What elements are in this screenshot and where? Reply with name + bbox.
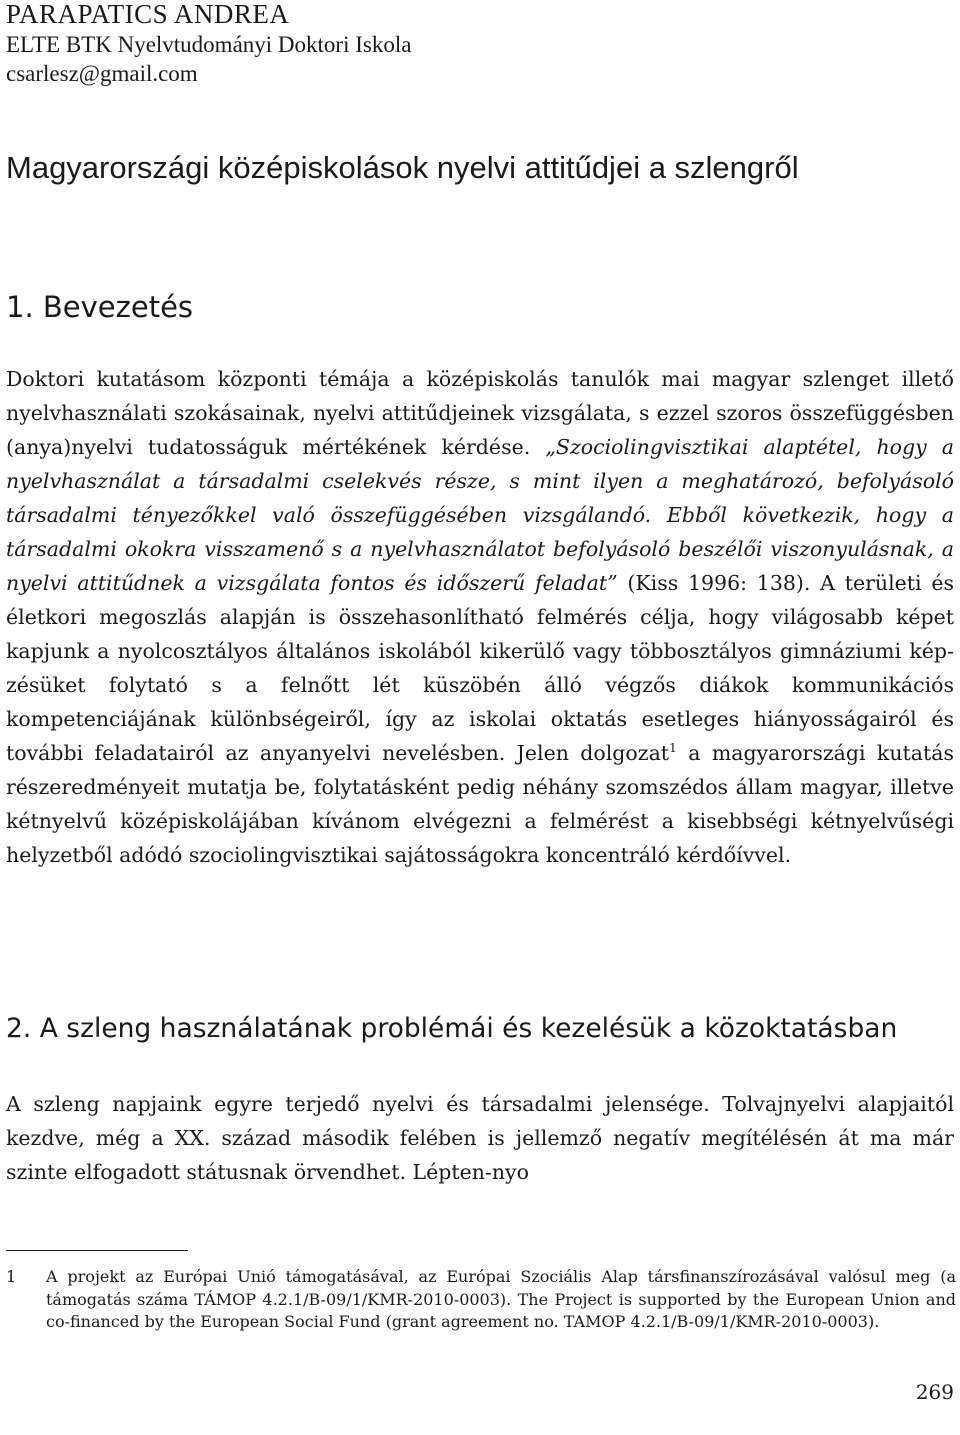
section-heading-slang-problems: 2. A szleng használatának problémái és kezelésük a közoktatásban xyxy=(6,1013,898,1044)
author-institution: ELTE BTK Nyelvtudományi Doktori Iskola xyxy=(6,31,412,57)
author-block xyxy=(6,0,411,86)
footnote-text: A projekt az Európai Unió támogatásával, az Európai Szociális Alap társfinanszírozásával valósul meg (a támogatás száma TÁMOP 4.2.1/B-09/1/KMR-2010-0003). The Project is supported by the European Union and co-financed by the European Social Fund (grant agreement no. TAMOP 4.2.1/B-09/1/KMR-2010-0003). xyxy=(46,1267,956,1331)
quotation: „Szociolingvisztikai alaptétel, hogy a nyelvhasználat a társadalmi cselekvés része, s mint ilyen a meghatározó, befolyásoló társadalmi tényezőkkel való összefüggésében vizsgálandó. Ebből következik, hogy a társadalmi okokra visszamenő s a nyelvhasználatot befolyásoló beszélői viszonyulásnak, a nyelvi attitűdnek a vizsgálata fontos és időszerű feladat” xyxy=(6,435,954,595)
footnote xyxy=(6,1266,956,1334)
introduction-paragraph xyxy=(6,362,954,872)
paragraph-text: a magyarországi kutatás részeredményeit mutatja be, folytatásként pedig néhány szomszédos állam magyar, illetve kétnyelvű középiskolájában kívánom elvégezni a felmérést a kisebbségi kétnyelvűségi helyzetből adódó szociolingvisztikai sajátosságokra koncentráló kérdőívvel. xyxy=(6,741,954,867)
page-number: 269 xyxy=(915,1380,954,1404)
paragraph-text: Doktori kutatásom központi témája a középiskolás tanulók mai magyar szlenget illető nyelvhasználati szokásainak, nyelvi attitűdjeinek vizsgálata, s ezzel szoros összefüggésben (anya)nyelvi tudatosságuk mértékének kérdése. xyxy=(6,367,954,459)
slang-paragraph: A szleng napjaink egyre terjedő nyelvi és társadalmi jelensége. Tolvajnyelvi alapjaitól kezdve, még a XX. század második felében is jellemző negatív megítélésén át ma már szinte elfogadott státusnak örvendhet. Lépten-nyo xyxy=(6,1092,954,1184)
author-email: csarlesz@gmail.com xyxy=(6,60,198,86)
footnote-number: 1 xyxy=(6,1267,17,1286)
section-heading-introduction: 1. Bevezetés xyxy=(6,290,194,324)
paragraph-text: (Kiss 1996: 138). A területi és életkori megoszlás alapján is összehasonlítható felmérés célja, hogy világosabb képet kapjunk a nyolcosztályos általános iskolából kikerülő vagy többosztályos gimnáziumi képzésüket folytató s a felnőtt lét küszöbén álló végzős diákok kommunikációs kompetenciájának különbségeiről, így az iskolai oktatás esetleges hiányosságairól és további feladatairól az anyanyelvi nevelésben. Jelen dolgozat xyxy=(6,571,954,765)
paper-title: Magyarországi középiskolások nyelvi attitűdjei a szlengről xyxy=(6,150,799,185)
author-name: PARAPATICS ANDREA xyxy=(6,0,290,29)
footnote-divider xyxy=(6,1250,188,1251)
footnote-reference: 1 xyxy=(669,741,677,756)
